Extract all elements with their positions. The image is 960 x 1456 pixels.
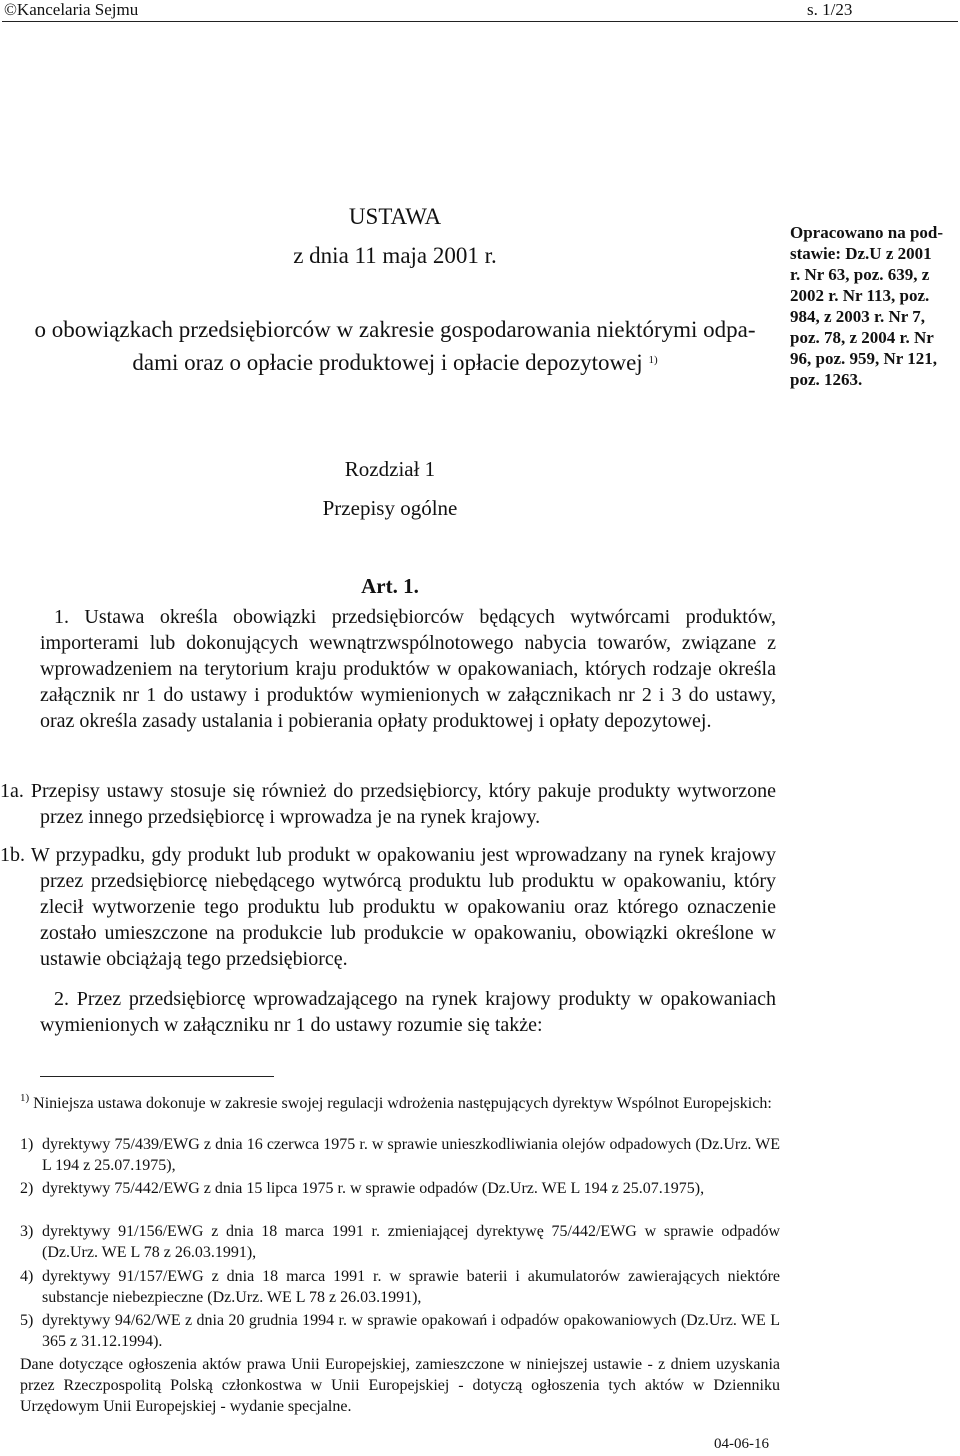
footnote-closing: Dane dotyczące ogłoszenia aktów prawa Unii Europejskiej, zamieszczone w niniejszej ustawie - z dniem uzyskania przez Rzeczpospolitą Polską członkostwa w Unii Europejskiej - dotyczą ogłoszenia tych aktów w Dzienniku Urzędowym Unii Europejskiej - wydanie specjalne. — [20, 1356, 780, 1415]
paragraph-number: 2. — [54, 988, 69, 1010]
footnote-item — [20, 1266, 780, 1308]
act-title-text: dami oraz o opłacie produktowej i opłacie depozytowej — [132, 350, 643, 375]
article-label: Art. 1. — [361, 574, 419, 598]
header-source: ©Kancelaria Sejmu — [4, 0, 139, 19]
footnote-item-text: dyrektywy 94/62/WE z dnia 20 grudnia 1994 r. w sprawie opakowań i odpadów opakowaniowych (Dz.Urz. WE L 365 z 31.12.1994). — [42, 1312, 780, 1350]
source-note-line: 984, z 2003 r. Nr 7, — [790, 307, 926, 326]
footnote-item-number: 5) — [20, 1312, 34, 1329]
footnote-item-text: dyrektywy 91/156/EWG z dnia 18 marca 1991 r. zmieniającej dyrektywę 75/442/EWG w sprawie odpadów (Dz.Urz. WE L 78 z 26.03.1991), — [42, 1223, 780, 1261]
footnote-item-number: 2) — [20, 1180, 34, 1197]
footnote-item — [20, 1310, 780, 1352]
footnote-mark: 1) — [20, 1092, 30, 1104]
paragraph-1b — [0, 842, 776, 972]
page-number: s. 1/23 — [807, 0, 853, 19]
source-note-line: 2002 r. Nr 113, poz. — [790, 286, 930, 305]
source-note-line: stawie: Dz.U z 2001 — [790, 244, 932, 263]
footnote-item-number: 3) — [20, 1223, 34, 1240]
footnote-intro — [20, 1088, 780, 1114]
source-note-line: poz. 1263. — [790, 370, 863, 389]
paragraph-number: 1a. — [0, 780, 24, 802]
footnote-item — [20, 1178, 780, 1199]
source-note-line: poz. 78, z 2004 r. Nr — [790, 328, 934, 347]
paragraph-text: Przepisy ustawy stosuje się również do przedsiębiorcy, który pakuje produkty wytworzone przez innego przedsiębiorcę i wprowadza je na rynek krajowy. — [30, 780, 776, 828]
header-rule — [2, 21, 958, 22]
footnote-item-number: 4) — [20, 1268, 34, 1285]
paragraph-1a — [0, 778, 776, 830]
act-title-line1: o obowiązkach przedsiębiorców w zakresie gospodarowania niektórymi odpa- — [34, 317, 756, 342]
source-note-line: r. Nr 63, poz. 639, z — [790, 265, 930, 284]
paragraph-2 — [40, 986, 776, 1038]
document-date: 04-06-16 — [714, 1436, 769, 1452]
paragraph-1 — [40, 604, 776, 734]
title-footnote-mark: 1) — [648, 354, 658, 366]
paragraph-number: 1b. — [0, 844, 25, 866]
footnote-item-text: dyrektywy 91/157/EWG z dnia 18 marca 1991 r. w sprawie baterii i akumulatorów zawierających niektóre substancje niebezpieczne (Dz.Urz. WE L 78 z 26.03.1991), — [42, 1268, 780, 1306]
footnote-item-number: 1) — [20, 1136, 34, 1153]
footnote-item — [20, 1221, 780, 1263]
paragraph-text: Przez przedsiębiorcę wprowadzającego na rynek krajowy produkty w opakowaniach wymienionych w załączniku nr 1 do ustawy rozumie się także: — [40, 988, 777, 1036]
footnote-item-text: dyrektywy 75/439/EWG z dnia 16 czerwca 1975 r. w sprawie unieszkodliwiania olejów odpadowych (Dz.Urz. WE L 194 z 25.07.1975), — [42, 1136, 780, 1174]
act-type: USTAWA — [348, 204, 442, 229]
chapter-title: Przepisy ogólne — [322, 496, 458, 520]
paragraph-text: Ustawa określa obowiązki przedsiębiorców będących wytwórcami produktów, importerami lub dokonujących wewnątrzwspólnotowego nabycia towarów, związane z wprowadzeniem na terytorium kraju produktów w opakowaniach, których rodzaje określa załącznik nr 1 do ustawy i produktów wymienionych w załącznikach nr 2 i 3 do ustawy, oraz określa zasady ustalania i pobierania opłaty produktowej i opłaty depozytowej. — [40, 606, 776, 732]
source-note-line: 96, poz. 959, Nr 121, — [790, 349, 938, 368]
paragraph-number: 1. — [54, 606, 69, 628]
act-date: z dnia 11 maja 2001 r. — [293, 243, 497, 268]
footnote-item-text: dyrektywy 75/442/EWG z dnia 15 lipca 1975 r. w sprawie odpadów (Dz.Urz. WE L 194 z 25.07.1975), — [42, 1180, 705, 1197]
source-note-line: Opracowano na pod- — [790, 223, 944, 242]
footnote-separator — [40, 1076, 274, 1077]
act-title-line2 — [0, 345, 790, 378]
chapter-number: Rozdział 1 — [344, 457, 436, 481]
paragraph-text: W przypadku, gdy produkt lub produkt w opakowaniu jest wprowadzany na rynek krajowy przez przedsiębiorcę niebędącego wytwórcą produktu lub produktu w opakowaniu, który zlecił wytworzenie tego produktu lub produktu w opakowaniu oraz którego oznaczenie zostało umieszczone na produkcie lub produkcie w opakowaniu, obowiązki określone w ustawie obciążają tego przedsiębiorcę. — [30, 844, 776, 970]
source-note — [790, 222, 956, 390]
footnote-intro-text: Niniejsza ustawa dokonuje w zakresie swojej regulacji wdrożenia następujących dyrektyw Wspólnot Europejskich: — [33, 1095, 772, 1112]
footnote-item — [20, 1134, 780, 1176]
